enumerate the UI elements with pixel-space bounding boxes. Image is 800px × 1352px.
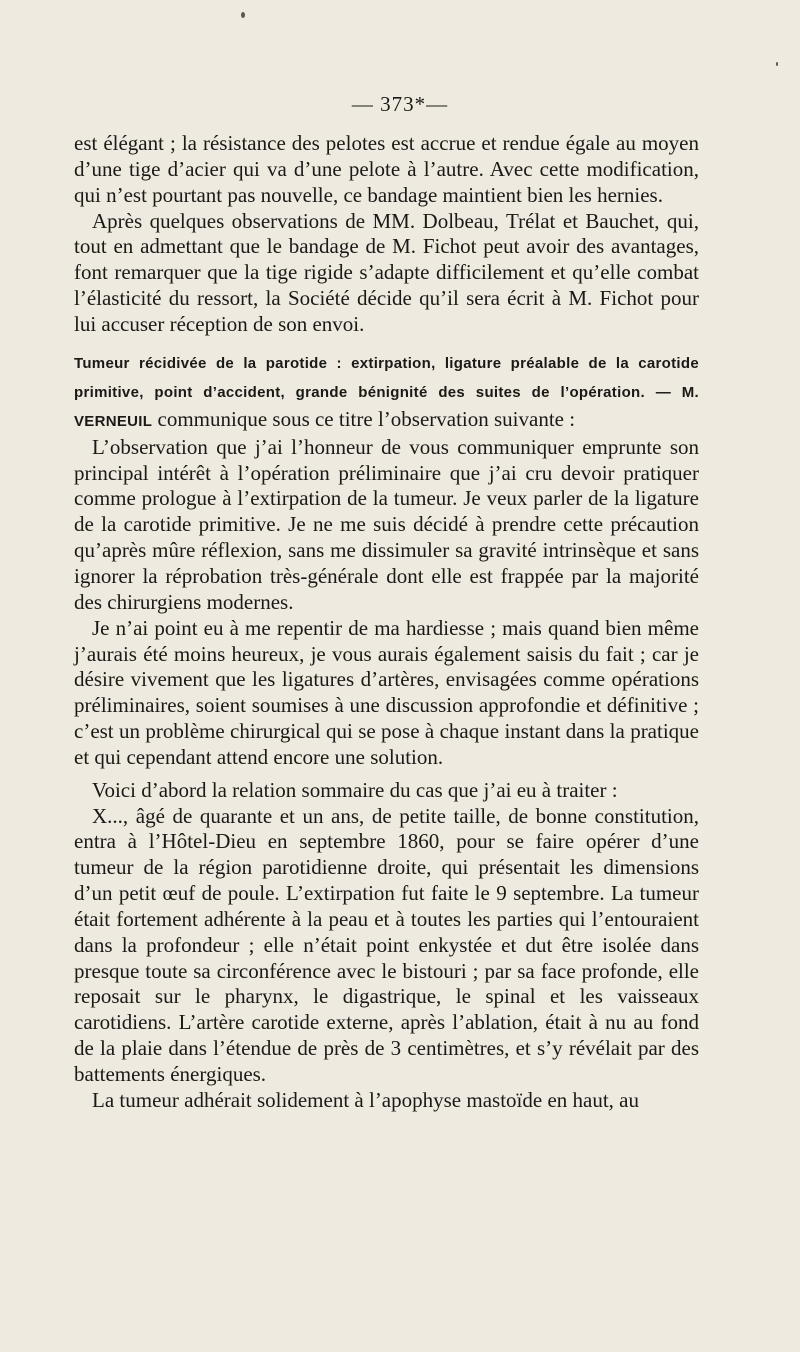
paragraph: Je n’ai point eu à me repentir de ma hardiesse ; mais quand bien même j’aurais été moins heureux, je vous aurais également saisis du fait ; car je désire vivement que les ligatures d’artères, envisagées comme opérations préliminaires, soient soumises à une discussion approfondie et définitive ; c’est un problème chirurgical qui se pose à chaque instant dans la pratique et qui cependant attend encore une solution. [74,615,699,769]
paragraph: L’observation que j’ai l’honneur de vous communiquer emprunte son principal intérêt à l’opération préliminaire que j’ai cru devoir pratiquer comme prologue à l’extirpation de la tumeur. Je veux parler de la ligature de la carotide primitive. Je ne me suis décidé à prendre cette précaution qu’après mûre réflexion, sans me dissimuler sa gravité intrinsèque et sans ignorer la réprobation très-générale dont elle est frappée par la majorité des chirurgiens modernes. [74,434,699,614]
paragraph: Voici d’abord la relation sommaire du cas que j’ai eu à traiter : [92,777,618,802]
paragraph: X..., âgé de quarante et un ans, de petite taille, de bonne constitution, entra à l’Hôtel-Dieu en septembre 1860, pour se faire opérer d’une tumeur de la région parotidienne droite, qui présentait les dimensions d’un petit œuf de poule. L’extirpation fut faite le 9 septembre. La tumeur était fortement adhérente à la peau et à toutes les parties qui l’entouraient dans la profondeur ; elle n’était point enkystée et dut être isolée dans presque toute sa circonférence avec le bistouri ; par sa face profonde, elle reposait sur le pharynx, le digastrique, le spinal et les vaisseaux carotidiens. L’artère carotide externe, après l’ablation, était à nu au fond de la plaie dans l’étendue de près de 3 centimètres, et s’y révélait par des battements énergiques. [74,803,699,1086]
page-number: — 373*— [351,92,449,116]
paragraph: Après quelques observations de MM. Dolbeau, Trélat et Bauchet, qui, tout en admettant que le bandage de M. Fichot peut avoir des avantages, font remarquer que la tige rigide s’adapte difficilement et qu’elle combat l’élasticité du ressort, la Société décide qu’il sera écrit à M. Fichot pour lui accuser réception de son envoi. [74,208,699,336]
ink-speck [241,12,245,18]
paragraph: La tumeur adhérait solidement à l’apophyse mastoïde en haut, au [92,1087,639,1112]
section-heading-continuation: communique sous ce titre l’observation suivante : [152,406,576,431]
section-heading: Tumeur récidivée de la parotide : extirpation, ligature préalable de la carotide primitive, point d’accident, grande bénignité des suites de l’opération. — M. VERNEUIL [74,354,699,430]
paragraph: est élégant ; la résistance des pelotes est accrue et rendue égale au moyen d’une tige d’acier qui va d’une pelote à l’autre. Avec cette modification, qui n’est pourtant pas nouvelle, ce bandage maintient bien les hernies. [74,131,699,207]
text-column [74,131,699,1114]
ink-speck [776,62,778,66]
section-heading-paragraph [74,348,699,435]
